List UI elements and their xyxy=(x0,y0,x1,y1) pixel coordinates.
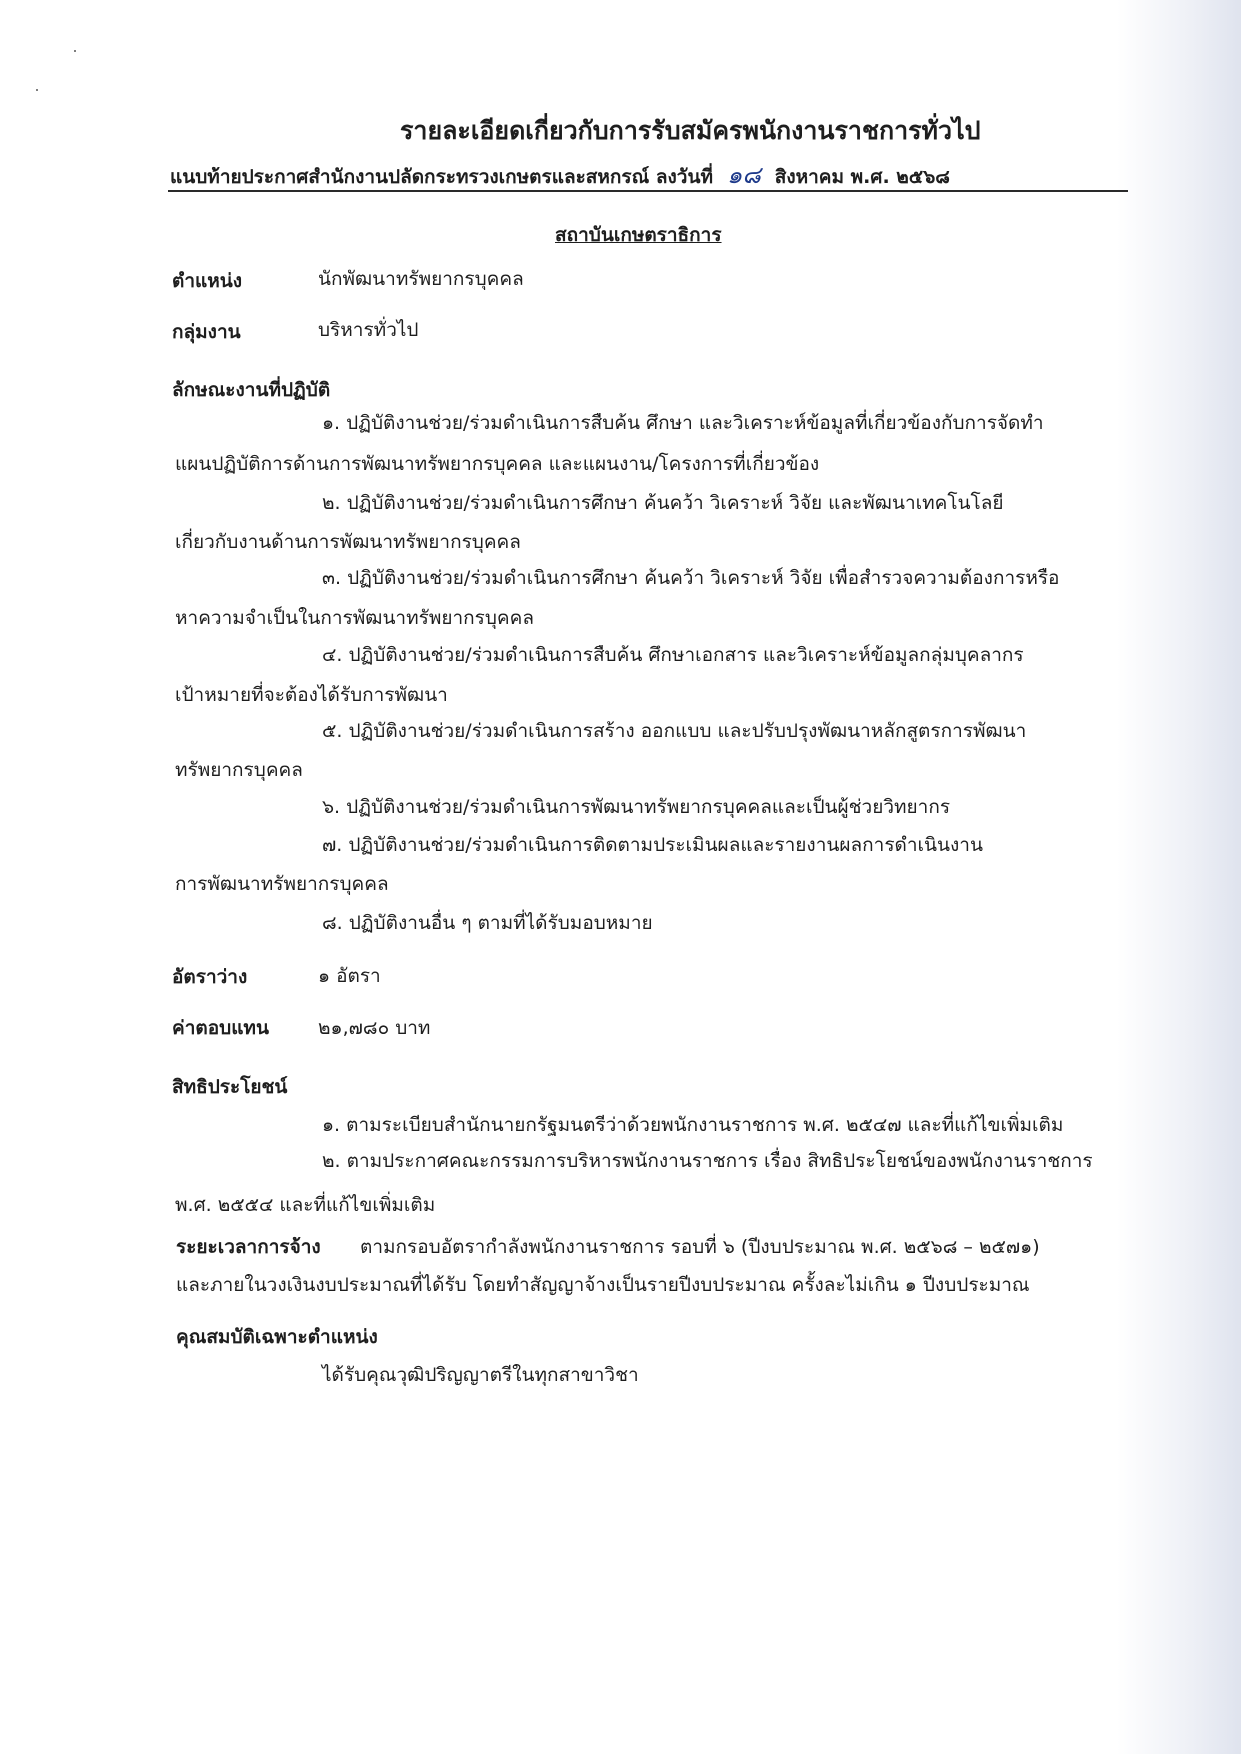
duty-line: ๔. ปฏิบัติงานช่วย/ร่วมดำเนินการสืบค้น ศึกษาเอกสาร และวิเคราะห์ข้อมูลกลุ่มบุคลากร xyxy=(322,644,1024,666)
benefits-heading: สิทธิประโยชน์ xyxy=(172,1076,288,1098)
vacancy-label: อัตราว่าง xyxy=(172,966,248,988)
benefit-line: พ.ศ. ๒๕๕๔ และที่แก้ไขเพิ่มเติม xyxy=(175,1194,436,1216)
duty-line: ๗. ปฏิบัติงานช่วย/ร่วมดำเนินการติดตามประเมินผลและรายงานผลการดำเนินงาน xyxy=(322,834,983,856)
duty-line: ๘. ปฏิบัติงานอื่น ๆ ตามที่ได้รับมอบหมาย xyxy=(322,912,653,934)
group-value: บริหารทั่วไป xyxy=(318,319,419,341)
scan-speck xyxy=(74,50,76,52)
agency-heading: สถาบันเกษตราธิการ xyxy=(555,224,722,246)
position-value: นักพัฒนาทรัพยากรบุคคล xyxy=(318,268,524,290)
salary-label: ค่าตอบแทน xyxy=(172,1017,269,1039)
duty-line: ๓. ปฏิบัติงานช่วย/ร่วมดำเนินการศึกษา ค้นคว้า วิเคราะห์ วิจัย เพื่อสำรวจความต้องการหรือ xyxy=(322,567,1060,589)
duty-line: ๒. ปฏิบัติงานช่วย/ร่วมดำเนินการศึกษา ค้นคว้า วิเคราะห์ วิจัย และพัฒนาเทคโนโลยี xyxy=(322,492,1004,514)
position-label: ตำแหน่ง xyxy=(172,270,243,292)
duty-line: เกี่ยวกับงานด้านการพัฒนาทรัพยากรบุคคล xyxy=(175,531,521,553)
vacancy-value: ๑ อัตรา xyxy=(318,965,381,987)
duty-line: แผนปฏิบัติการด้านการพัฒนาทรัพยากรบุคคล และแผนงาน/โครงการที่เกี่ยวข้อง xyxy=(175,453,820,475)
duty-line: ๑. ปฏิบัติงานช่วย/ร่วมดำเนินการสืบค้น ศึกษา และวิเคราะห์ข้อมูลที่เกี่ยวข้องกับการจัดทำ xyxy=(322,412,1044,434)
employment-line: ตามกรอบอัตรากำลังพนักงานราชการ รอบที่ ๖ (ปีงบประมาณ พ.ศ. ๒๕๖๘ – ๒๕๗๑) xyxy=(360,1236,1040,1258)
subtitle-suffix: สิงหาคม พ.ศ. ๒๕๖๘ xyxy=(774,166,950,188)
handwritten-day: ๑๘ xyxy=(726,161,761,189)
employment-line: และภายในวงเงินงบประมาณที่ได้รับ โดยทำสัญญาจ้างเป็นรายปีงบประมาณ ครั้งละไม่เกิน ๑ ปีงบประมาณ xyxy=(176,1274,1030,1296)
group-label: กลุ่มงาน xyxy=(172,321,241,343)
document-title: รายละเอียดเกี่ยวกับการรับสมัครพนักงานราชการทั่วไป xyxy=(400,116,981,145)
subtitle-prefix: แนบท้ายประกาศสำนักงานปลัดกระทรวงเกษตรและสหกรณ์ ลงวันที่ xyxy=(170,166,713,188)
duty-line: หาความจำเป็นในการพัฒนาทรัพยากรบุคคล xyxy=(175,607,534,629)
header-rule xyxy=(168,190,1128,192)
duty-line: ๕. ปฏิบัติงานช่วย/ร่วมดำเนินการสร้าง ออกแบบ และปรับปรุงพัฒนาหลักสูตรการพัฒนา xyxy=(322,720,1027,742)
duty-line: ทรัพยากรบุคคล xyxy=(175,759,303,781)
employment-label: ระยะเวลาการจ้าง xyxy=(176,1236,321,1258)
duty-line: เป้าหมายที่จะต้องได้รับการพัฒนา xyxy=(175,684,448,706)
benefit-line: ๒. ตามประกาศคณะกรรมการบริหารพนักงานราชการ เรื่อง สิทธิประโยชน์ของพนักงานราชการ xyxy=(322,1150,1093,1172)
duty-line: ๖. ปฏิบัติงานช่วย/ร่วมดำเนินการพัฒนาทรัพยากรบุคคลและเป็นผู้ช่วยวิทยากร xyxy=(322,796,951,818)
qualifications-heading: คุณสมบัติเฉพาะตำแหน่ง xyxy=(176,1326,378,1348)
duty-line: การพัฒนาทรัพยากรบุคคล xyxy=(175,873,389,895)
salary-value: ๒๑,๗๘๐ บาท xyxy=(318,1017,431,1039)
benefit-line: ๑. ตามระเบียบสำนักนายกรัฐมนตรีว่าด้วยพนักงานราชการ พ.ศ. ๒๕๔๗ และที่แก้ไขเพิ่มเติม xyxy=(322,1114,1064,1136)
document-subtitle xyxy=(170,162,950,190)
duties-heading: ลักษณะงานที่ปฏิบัติ xyxy=(172,379,331,401)
scan-speck xyxy=(36,89,38,91)
qualifications-value: ได้รับคุณวุฒิปริญญาตรีในทุกสาขาวิชา xyxy=(322,1364,639,1386)
